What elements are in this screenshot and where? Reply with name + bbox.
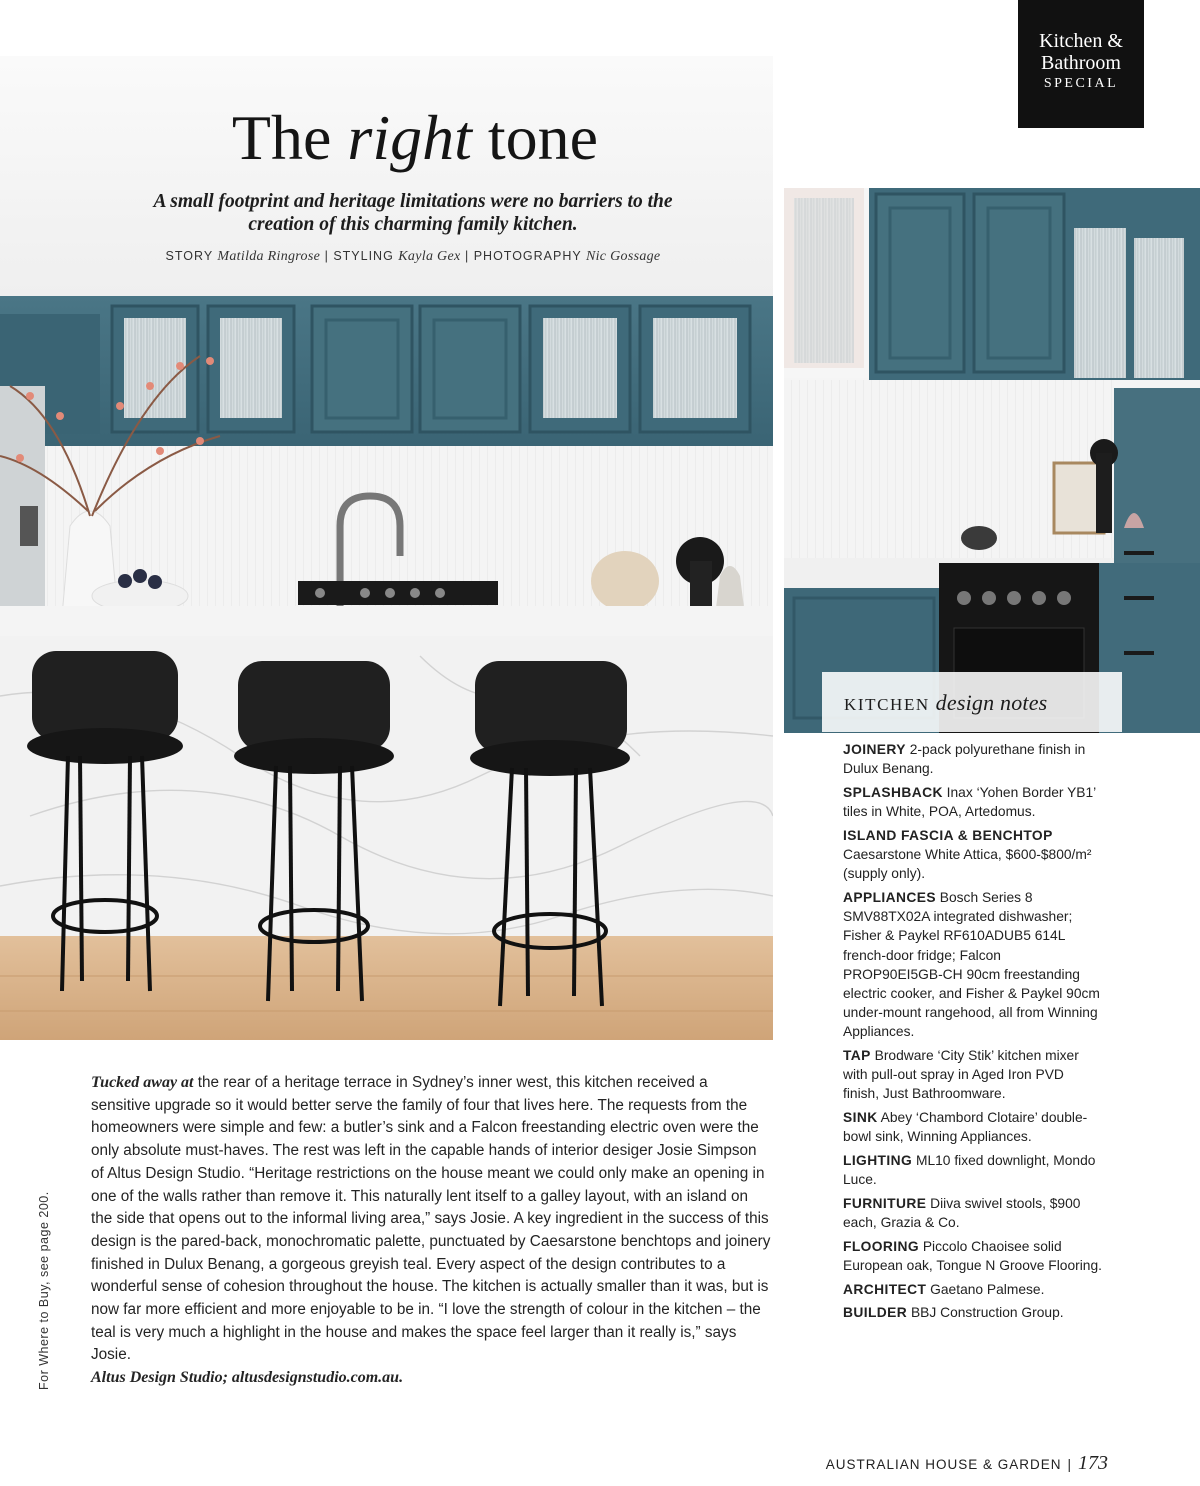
note-text: Diiva swivel stools, $900 each, Grazia & Co. <box>843 1195 1081 1231</box>
note-label: SPLASHBACK <box>843 784 943 800</box>
article-body <box>91 1072 771 1390</box>
note-text: Brodware ‘City Stik’ kitchen mixer with pull-out spray in Aged Iron PVD finish, Just Bathroomware. <box>843 1048 1079 1102</box>
story-name: Matilda Ringrose <box>217 249 321 264</box>
note-label: FURNITURE <box>843 1195 927 1211</box>
note-text: ML10 fixed downlight, Mondo Luce. <box>843 1153 1096 1188</box>
note-item <box>843 888 1103 1042</box>
note-item <box>843 1108 1103 1146</box>
standfirst-line-2: creation of this charming family kitchen. <box>248 214 578 235</box>
note-item <box>843 1303 1103 1322</box>
note-text: Gaetano Palmese. <box>930 1281 1045 1297</box>
footer-separator: | <box>1067 1457 1072 1472</box>
page-footer <box>826 1452 1108 1475</box>
where-to-buy-note: For Where to Buy, see page 200. <box>37 1191 51 1390</box>
credit-separator: | <box>464 249 470 263</box>
note-item <box>843 1046 1103 1104</box>
note-item <box>843 826 1103 884</box>
note-label: SINK <box>843 1110 878 1126</box>
page-number: 173 <box>1078 1452 1108 1474</box>
styling-name: Kayla Gex <box>398 249 461 264</box>
note-text: BBJ Construction Group. <box>910 1305 1064 1321</box>
note-item <box>843 1151 1103 1189</box>
note-item <box>843 1237 1103 1275</box>
note-label: BUILDER <box>843 1305 908 1321</box>
notes-heading-italic: design notes <box>935 690 1048 715</box>
credit-separator: | <box>324 249 329 263</box>
badge-line-2: Bathroom <box>1041 52 1121 74</box>
note-text: 2-pack polyurethane finish in Dulux Benang. <box>843 742 1086 777</box>
standfirst-line-1: A small footprint and heritage limitations were no barriers to the <box>153 191 673 212</box>
body-lede: Tucked away at <box>91 1074 194 1091</box>
note-item <box>843 1280 1103 1299</box>
story-label: STORY <box>165 249 213 263</box>
note-text: Abey ‘Chambord Clotaire’ double-bowl sink, Winning Appliances. <box>843 1110 1088 1145</box>
note-item <box>843 740 1103 778</box>
note-label: FLOORING <box>843 1238 920 1254</box>
note-label: ISLAND FASCIA & BENCHTOP <box>843 827 1053 843</box>
title-italic: right <box>347 102 472 173</box>
note-label: TAP <box>843 1048 871 1064</box>
note-item <box>843 1194 1103 1232</box>
note-text: Piccolo Chaoisee solid European oak, Tongue N Groove Flooring. <box>843 1238 1102 1274</box>
body-signoff: Altus Design Studio; altusdesignstudio.com.au. <box>91 1369 404 1387</box>
side-kitchen-photo <box>784 188 1200 733</box>
badge-line-1: Kitchen & <box>1039 30 1123 52</box>
note-label: JOINERY <box>843 742 906 757</box>
side-kitchen-illustration <box>784 188 1200 733</box>
section-badge <box>1018 0 1144 128</box>
note-label: APPLIANCES <box>843 889 936 905</box>
note-item <box>843 783 1103 821</box>
design-notes-heading <box>822 672 1122 732</box>
magazine-name: AUSTRALIAN HOUSE & GARDEN <box>825 1457 1062 1472</box>
note-text: Caesarstone White Attica, $600-$800/m² (supply only). <box>843 847 1092 882</box>
note-label: LIGHTING <box>843 1153 913 1169</box>
notes-heading-caps: KITCHEN <box>844 695 930 714</box>
standfirst <box>90 190 736 236</box>
design-notes-list <box>843 740 1103 1327</box>
article-title <box>100 100 730 176</box>
styling-label: STYLING <box>333 249 394 263</box>
badge-line-3: SPECIAL <box>1043 76 1119 91</box>
body-paragraph: the rear of a heritage terrace in Sydney’s inner west, this kitchen received a sensitive upgrade so it would better serve the family of four that lives here. The requests from the homeowners were simple and few: a butler’s sink and a Falcon freestanding electric oven were the only absolute must-haves. The rest was left in the capable hands of interior desiger Josie Simpson of Altus Design Studio. “Heritage restrictions on the house meant we could only make an opening in one of the walls rather than remove it. This naturally lent itself to a galley layout, with an island on the side that opens out to the informal living area,” says Josie. A key ingredient in the success of this design is the pared-back, monochromatic palette, punctuated by Caesarstone benchtops and joinery finished in Dulux Benang, a gorgeous greyish teal. Every aspect of the design contributes to a wonderful sense of cohesion throughout the house. The kitchen is actually smaller than it was, but is now far more efficient and more enjoyable to be in. “I love the strength of colour in the kitchen – the teal is very much a highlight in the house and makes the space feel larger than it really is,” says Josie. <box>91 1074 771 1364</box>
note-text: Inax ‘Yohen Border YB1’ tiles in White, POA, Artedomus. <box>843 784 1096 820</box>
credits-line <box>90 249 736 265</box>
photo-name: Nic Gossage <box>585 249 661 264</box>
photo-label: PHOTOGRAPHY <box>473 249 582 263</box>
note-label: ARCHITECT <box>843 1281 927 1297</box>
title-post: tone <box>487 102 599 173</box>
note-text: Bosch Series 8 SMV88TX02A integrated dishwasher; Fisher & Paykel RF610ADUB5 614L french-door fridge; Falcon PROP90EI5GB-CH 90cm freestanding electric cooker, and Fisher & Paykel 90cm under-mount rangehood, all from Winning Appliances. <box>843 889 1100 1040</box>
title-pre: The <box>231 102 332 173</box>
